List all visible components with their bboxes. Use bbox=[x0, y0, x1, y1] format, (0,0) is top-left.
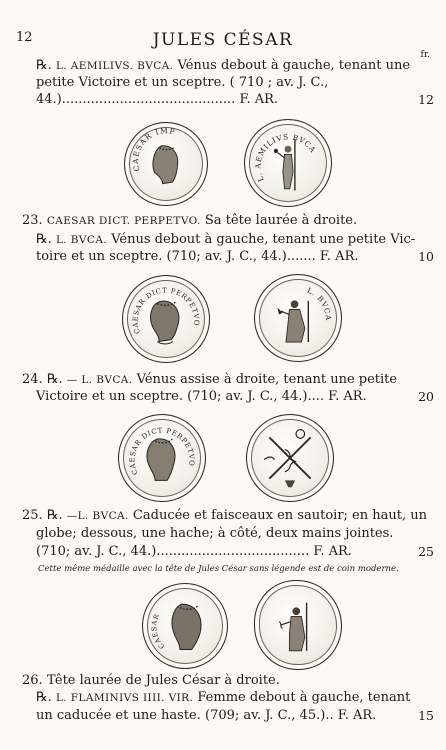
entry-number: 26. bbox=[22, 673, 43, 688]
coin-25-obverse bbox=[142, 583, 228, 669]
metal-code: F. AR. bbox=[319, 249, 359, 264]
coin-24-obverse bbox=[118, 414, 206, 502]
reverse-mark: ℞. bbox=[46, 372, 63, 387]
date-leader: Victoire et un sceptre. (710; av. J. C., 44.).... bbox=[36, 389, 324, 404]
entry-23-line-1 bbox=[36, 232, 415, 248]
reverse-legend: L. AEMILIVS. BVCA. bbox=[55, 60, 174, 72]
entry-25-line-3 bbox=[36, 544, 352, 560]
coin-legend: CAESAR DICT PERPETVO bbox=[131, 286, 201, 335]
svg-text:L. BVCA bbox=[306, 286, 333, 322]
value-column-heading: fr. bbox=[420, 50, 430, 60]
venus-standing-image bbox=[245, 120, 331, 206]
entry-23-value: 10 bbox=[418, 249, 434, 264]
entry-22-line-2: petite Victoire et un sceptre. ( 710 ; av. J. C., bbox=[36, 75, 329, 90]
entry-24-line-1 bbox=[22, 372, 397, 388]
laureate-head-image bbox=[125, 123, 207, 205]
running-header bbox=[16, 30, 430, 60]
reverse-mark: ℞. bbox=[36, 690, 52, 705]
reverse-mark: ℞. bbox=[36, 232, 52, 247]
entry-23-heading bbox=[22, 213, 357, 229]
laureate-head-image bbox=[123, 276, 209, 362]
reverse-mark: ℞. bbox=[36, 58, 52, 73]
laureate-head-image bbox=[119, 415, 205, 501]
venus-standing-image bbox=[255, 275, 341, 361]
entry-number: 25. bbox=[22, 508, 43, 523]
entry-23-line-2 bbox=[36, 249, 359, 265]
description-text: Caducée et faisceaux en sautoir; en haut, un bbox=[132, 508, 427, 523]
reverse-legend: L. FLAMINIVS IIII. VIR. bbox=[55, 692, 194, 704]
date-leader: un caducée et une haste. (709; av. J. C., 45.).. bbox=[36, 708, 334, 723]
entry-26-heading bbox=[22, 673, 280, 689]
date-leader: (710; av. J. C., 44.)..................................... bbox=[36, 544, 310, 559]
coin-22-obverse bbox=[124, 122, 208, 206]
entry-24-value: 20 bbox=[418, 389, 434, 404]
coin-23-obverse bbox=[122, 275, 210, 363]
coin-legend: CAESAR DICT PERPETVO bbox=[128, 426, 196, 476]
description-text: Vénus assise à droite, tenant une petite bbox=[136, 372, 398, 387]
metal-code: F. AR. bbox=[313, 544, 352, 559]
entry-22-line-3 bbox=[36, 92, 278, 108]
entry-26-line-2 bbox=[36, 708, 376, 724]
page-title: JULES CÉSAR bbox=[152, 30, 294, 50]
coin-legend: L. AEMILIVS BVCA bbox=[253, 132, 318, 184]
entry-24-line-2 bbox=[36, 389, 367, 405]
reverse-mark: ℞. bbox=[46, 508, 63, 523]
svg-text:CAESAR bbox=[150, 612, 166, 650]
description-text: Vénus debout à gauche, tenant une bbox=[177, 58, 411, 73]
date-leader: 44.).......................................... bbox=[36, 92, 236, 107]
entry-26-line-1 bbox=[36, 690, 410, 706]
entry-number: 24. bbox=[22, 372, 43, 387]
coin-legend: L. BVCA bbox=[305, 285, 333, 322]
date-leader: toire et un sceptre. (710; av. J. C., 44.)....... bbox=[36, 249, 316, 264]
page-number: 12 bbox=[16, 30, 33, 45]
entry-25-line-1 bbox=[22, 508, 427, 524]
obverse-legend: CAESAR DICT. PERPETVO. bbox=[46, 215, 201, 227]
metal-code: F. AR. bbox=[328, 389, 367, 404]
entry-25-note: Cette même médaille avec la tête de Jules César sans légende est de coin moderne. bbox=[38, 564, 399, 574]
reverse-legend: L. BVCA. bbox=[55, 234, 108, 246]
obverse-description: Sa tête laurée à droite. bbox=[204, 213, 358, 228]
reverse-legend: —L. BVCA. bbox=[66, 510, 129, 522]
description-text: Femme debout à gauche, tenant bbox=[197, 690, 411, 705]
description-text: Vénus debout à gauche, tenant une petite Vic- bbox=[111, 232, 416, 247]
coin-22-reverse bbox=[244, 119, 332, 207]
entry-22-value: 12 bbox=[418, 92, 434, 107]
caduceus-fasces-image bbox=[247, 415, 333, 501]
coin-legend: CAESAR IMP bbox=[131, 126, 177, 173]
entry-26-value: 15 bbox=[418, 708, 434, 723]
woman-standing-image bbox=[255, 581, 341, 669]
coin-legend: CAESAR bbox=[150, 612, 167, 651]
entry-25-value: 25 bbox=[418, 544, 434, 559]
entry-25-line-2: globe; dessous, une hache; à côté, deux mains jointes. bbox=[36, 526, 394, 541]
coin-24-reverse bbox=[246, 414, 334, 502]
reverse-legend: — L. BVCA. bbox=[66, 374, 133, 386]
metal-code: F. AR. bbox=[239, 92, 279, 107]
obverse-description: Tête laurée de Jules César à droite. bbox=[46, 673, 280, 688]
entry-number: 23. bbox=[22, 213, 43, 228]
laureate-head-image bbox=[143, 584, 227, 668]
coin-23-reverse bbox=[254, 274, 342, 362]
metal-code: F. AR. bbox=[337, 708, 377, 723]
entry-22-line-1 bbox=[36, 58, 410, 74]
coin-25-reverse bbox=[254, 580, 342, 670]
